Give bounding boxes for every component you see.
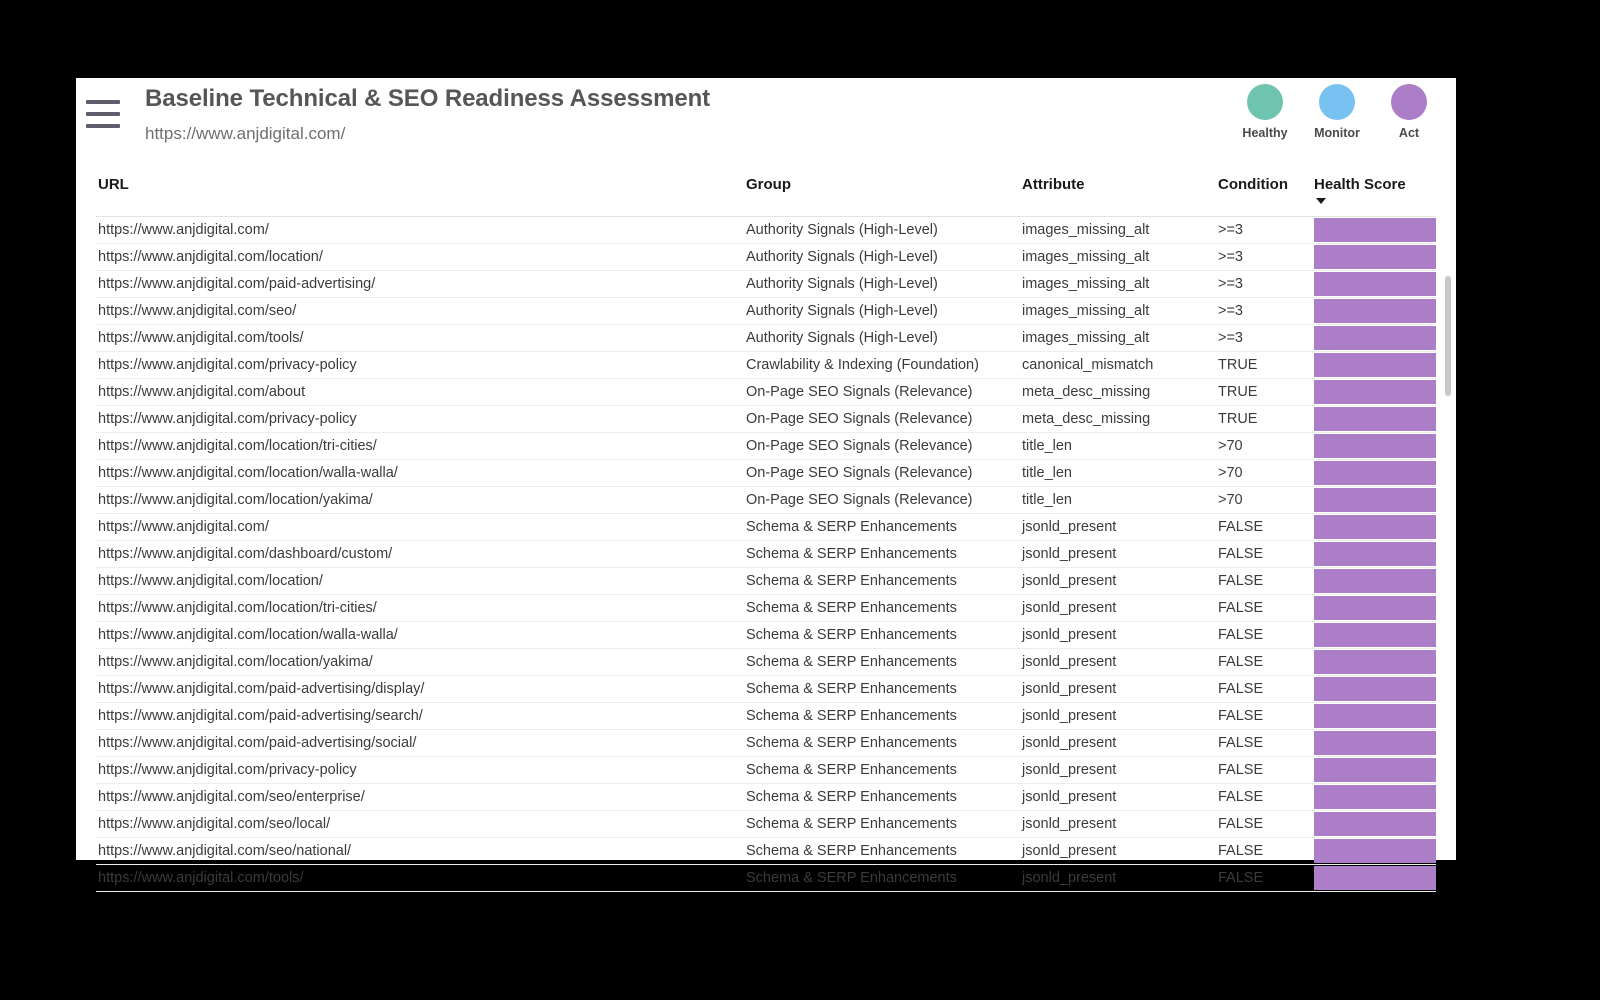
cell-url: https://www.anjdigital.com/location/walla-walla/ <box>96 621 746 648</box>
cell-url: https://www.anjdigital.com/seo/national/ <box>96 837 746 864</box>
health-score-bar <box>1314 542 1436 566</box>
health-score-bar <box>1314 785 1436 809</box>
table-row[interactable] <box>96 648 1436 675</box>
cell-attribute: jsonld_present <box>1022 567 1218 594</box>
cell-group: On-Page SEO Signals (Relevance) <box>746 432 1022 459</box>
cell-attribute: jsonld_present <box>1022 837 1218 864</box>
cell-url: https://www.anjdigital.com/privacy-policy <box>96 351 746 378</box>
table-row[interactable] <box>96 594 1436 621</box>
cell-health-score <box>1314 864 1436 891</box>
table-row[interactable] <box>96 621 1436 648</box>
cell-group: Schema & SERP Enhancements <box>746 864 1022 891</box>
cell-url: https://www.anjdigital.com/tools/ <box>96 324 746 351</box>
column-header-health-score-label: Health Score <box>1314 176 1406 193</box>
page-subtitle: https://www.anjdigital.com/ <box>145 124 346 143</box>
cell-group: Schema & SERP Enhancements <box>746 702 1022 729</box>
vertical-scrollbar-thumb[interactable] <box>1445 276 1451 396</box>
cell-url: https://www.anjdigital.com/location/ <box>96 243 746 270</box>
table-row[interactable] <box>96 675 1436 702</box>
health-score-bar <box>1314 704 1436 728</box>
table-body <box>96 216 1436 891</box>
cell-health-score <box>1314 216 1436 243</box>
health-score-bar <box>1314 758 1436 782</box>
legend-item-monitor[interactable] <box>1310 84 1364 140</box>
table-row[interactable] <box>96 486 1436 513</box>
cell-health-score <box>1314 324 1436 351</box>
cell-attribute: images_missing_alt <box>1022 216 1218 243</box>
table-row[interactable] <box>96 378 1436 405</box>
cell-group: On-Page SEO Signals (Relevance) <box>746 378 1022 405</box>
cell-health-score <box>1314 675 1436 702</box>
health-score-bar <box>1314 731 1436 755</box>
cell-health-score <box>1314 351 1436 378</box>
cell-condition: >70 <box>1218 432 1314 459</box>
column-header-attribute[interactable]: Attribute <box>1022 176 1218 216</box>
cell-group: On-Page SEO Signals (Relevance) <box>746 459 1022 486</box>
cell-attribute: meta_desc_missing <box>1022 405 1218 432</box>
cell-attribute: jsonld_present <box>1022 513 1218 540</box>
cell-url: https://www.anjdigital.com/ <box>96 216 746 243</box>
cell-url: https://www.anjdigital.com/ <box>96 513 746 540</box>
cell-url: https://www.anjdigital.com/paid-advertising/ <box>96 270 746 297</box>
cell-health-score <box>1314 837 1436 864</box>
health-score-bar <box>1314 650 1436 674</box>
table-row[interactable] <box>96 729 1436 756</box>
table-row[interactable] <box>96 756 1436 783</box>
table-row[interactable] <box>96 324 1436 351</box>
table-row[interactable] <box>96 243 1436 270</box>
cell-condition: FALSE <box>1218 675 1314 702</box>
cell-url: https://www.anjdigital.com/seo/ <box>96 297 746 324</box>
cell-group: Schema & SERP Enhancements <box>746 540 1022 567</box>
cell-group: Authority Signals (High-Level) <box>746 324 1022 351</box>
cell-url: https://www.anjdigital.com/privacy-policy <box>96 756 746 783</box>
cell-health-score <box>1314 594 1436 621</box>
cell-health-score <box>1314 378 1436 405</box>
cell-group: Schema & SERP Enhancements <box>746 513 1022 540</box>
table-row[interactable] <box>96 540 1436 567</box>
cell-health-score <box>1314 459 1436 486</box>
cell-attribute: title_len <box>1022 486 1218 513</box>
cell-attribute: jsonld_present <box>1022 729 1218 756</box>
cell-group: Schema & SERP Enhancements <box>746 837 1022 864</box>
cell-health-score <box>1314 648 1436 675</box>
cell-health-score <box>1314 702 1436 729</box>
cell-condition: FALSE <box>1218 648 1314 675</box>
cell-group: Schema & SERP Enhancements <box>746 810 1022 837</box>
cell-group: Authority Signals (High-Level) <box>746 243 1022 270</box>
table-row[interactable] <box>96 864 1436 891</box>
cell-url: https://www.anjdigital.com/seo/enterprise/ <box>96 783 746 810</box>
health-score-bar <box>1314 218 1436 242</box>
health-score-bar <box>1314 812 1436 836</box>
table-row[interactable] <box>96 432 1436 459</box>
cell-condition: TRUE <box>1218 351 1314 378</box>
cell-attribute: jsonld_present <box>1022 594 1218 621</box>
data-table <box>96 176 1436 892</box>
cell-attribute: jsonld_present <box>1022 702 1218 729</box>
table-row[interactable] <box>96 810 1436 837</box>
cell-condition: FALSE <box>1218 594 1314 621</box>
cell-group: Schema & SERP Enhancements <box>746 594 1022 621</box>
cell-group: Schema & SERP Enhancements <box>746 783 1022 810</box>
report-visual-card <box>76 78 1456 886</box>
table-header-row <box>96 176 1436 216</box>
cell-url: https://www.anjdigital.com/paid-advertising/social/ <box>96 729 746 756</box>
cell-attribute: jsonld_present <box>1022 810 1218 837</box>
cell-group: Schema & SERP Enhancements <box>746 756 1022 783</box>
cell-condition: FALSE <box>1218 702 1314 729</box>
data-table-scroll-region[interactable] <box>96 176 1436 886</box>
cell-group: Schema & SERP Enhancements <box>746 729 1022 756</box>
cell-attribute: jsonld_present <box>1022 783 1218 810</box>
cell-health-score <box>1314 567 1436 594</box>
cell-condition: FALSE <box>1218 621 1314 648</box>
cell-attribute: jsonld_present <box>1022 864 1218 891</box>
hamburger-bar <box>86 100 120 104</box>
cell-attribute: images_missing_alt <box>1022 297 1218 324</box>
health-score-bar <box>1314 245 1436 269</box>
cell-condition: >70 <box>1218 486 1314 513</box>
monitor-status-circle-icon <box>1319 84 1355 120</box>
sort-descending-arrow-icon[interactable] <box>1316 198 1326 204</box>
cell-condition: FALSE <box>1218 756 1314 783</box>
cell-condition: FALSE <box>1218 567 1314 594</box>
cell-condition: FALSE <box>1218 513 1314 540</box>
health-score-bar <box>1314 407 1436 431</box>
table-row[interactable] <box>96 297 1436 324</box>
cell-url: https://www.anjdigital.com/dashboard/custom/ <box>96 540 746 567</box>
cell-health-score <box>1314 729 1436 756</box>
cell-condition: >=3 <box>1218 324 1314 351</box>
hamburger-menu-icon[interactable] <box>86 100 120 128</box>
table-row[interactable] <box>96 783 1436 810</box>
cell-url: https://www.anjdigital.com/paid-advertising/search/ <box>96 702 746 729</box>
hamburger-bar <box>86 112 120 116</box>
cell-health-score <box>1314 243 1436 270</box>
cell-attribute: jsonld_present <box>1022 621 1218 648</box>
health-score-bar <box>1314 677 1436 701</box>
cell-group: Authority Signals (High-Level) <box>746 270 1022 297</box>
cell-condition: >70 <box>1218 459 1314 486</box>
cell-condition: FALSE <box>1218 540 1314 567</box>
health-score-bar <box>1314 488 1436 512</box>
cell-attribute: jsonld_present <box>1022 675 1218 702</box>
cell-condition: >=3 <box>1218 297 1314 324</box>
table-row[interactable] <box>96 702 1436 729</box>
column-header-url[interactable]: URL <box>96 176 746 216</box>
cell-condition: FALSE <box>1218 837 1314 864</box>
cell-condition: TRUE <box>1218 405 1314 432</box>
cell-health-score <box>1314 783 1436 810</box>
column-header-group[interactable]: Group <box>746 176 1022 216</box>
cell-url: https://www.anjdigital.com/privacy-policy <box>96 405 746 432</box>
cell-condition: FALSE <box>1218 864 1314 891</box>
cell-condition: FALSE <box>1218 783 1314 810</box>
cell-attribute: jsonld_present <box>1022 648 1218 675</box>
cell-health-score <box>1314 756 1436 783</box>
cell-group: Schema & SERP Enhancements <box>746 621 1022 648</box>
cell-group: Schema & SERP Enhancements <box>746 675 1022 702</box>
cell-group: Authority Signals (High-Level) <box>746 297 1022 324</box>
legend-item-healthy[interactable] <box>1238 84 1292 140</box>
hamburger-bar <box>86 124 120 128</box>
cell-health-score <box>1314 432 1436 459</box>
cell-group: Authority Signals (High-Level) <box>746 216 1022 243</box>
cell-health-score <box>1314 540 1436 567</box>
cell-attribute: images_missing_alt <box>1022 243 1218 270</box>
cell-health-score <box>1314 621 1436 648</box>
cell-group: Schema & SERP Enhancements <box>746 567 1022 594</box>
cell-url: https://www.anjdigital.com/seo/local/ <box>96 810 746 837</box>
cell-health-score <box>1314 405 1436 432</box>
table-header <box>96 176 1436 216</box>
table-row[interactable] <box>96 567 1436 594</box>
cell-url: https://www.anjdigital.com/paid-advertising/display/ <box>96 675 746 702</box>
legend-label: Monitor <box>1314 126 1360 140</box>
cell-url: https://www.anjdigital.com/location/yakima/ <box>96 486 746 513</box>
cell-health-score <box>1314 297 1436 324</box>
cell-condition: TRUE <box>1218 378 1314 405</box>
cell-attribute: title_len <box>1022 432 1218 459</box>
cell-url: https://www.anjdigital.com/location/walla-walla/ <box>96 459 746 486</box>
cell-condition: >=3 <box>1218 216 1314 243</box>
table-row[interactable] <box>96 405 1436 432</box>
health-score-bar <box>1314 623 1436 647</box>
health-score-bar <box>1314 353 1436 377</box>
column-header-condition[interactable]: Condition <box>1218 176 1314 216</box>
cell-condition: >=3 <box>1218 243 1314 270</box>
page-title: Baseline Technical & SEO Readiness Assessment <box>145 85 711 112</box>
cell-condition: >=3 <box>1218 270 1314 297</box>
cell-group: On-Page SEO Signals (Relevance) <box>746 405 1022 432</box>
cell-attribute: jsonld_present <box>1022 540 1218 567</box>
cell-attribute: canonical_mismatch <box>1022 351 1218 378</box>
healthy-status-circle-icon <box>1247 84 1283 120</box>
health-score-bar <box>1314 380 1436 404</box>
vertical-scrollbar-track[interactable] <box>1445 176 1454 860</box>
health-score-bar <box>1314 839 1436 863</box>
cell-url: https://www.anjdigital.com/location/ <box>96 567 746 594</box>
status-legend <box>1238 84 1436 140</box>
cell-url: https://www.anjdigital.com/location/tri-cities/ <box>96 594 746 621</box>
health-score-bar <box>1314 299 1436 323</box>
cell-attribute: jsonld_present <box>1022 756 1218 783</box>
health-score-bar <box>1314 434 1436 458</box>
legend-item-act[interactable] <box>1382 84 1436 140</box>
cell-health-score <box>1314 810 1436 837</box>
cell-group: Crawlability & Indexing (Foundation) <box>746 351 1022 378</box>
table-row[interactable] <box>96 513 1436 540</box>
health-score-bar <box>1314 596 1436 620</box>
health-score-bar <box>1314 569 1436 593</box>
cell-url: https://www.anjdigital.com/tools/ <box>96 864 746 891</box>
table-row[interactable] <box>96 837 1436 864</box>
cell-group: On-Page SEO Signals (Relevance) <box>746 486 1022 513</box>
cell-attribute: meta_desc_missing <box>1022 378 1218 405</box>
health-score-bar <box>1314 515 1436 539</box>
health-score-bar <box>1314 866 1436 890</box>
cell-health-score <box>1314 513 1436 540</box>
legend-label: Healthy <box>1242 126 1288 140</box>
cell-health-score <box>1314 486 1436 513</box>
legend-label: Act <box>1398 126 1420 140</box>
cell-url: https://www.anjdigital.com/location/yakima/ <box>96 648 746 675</box>
act-status-circle-icon <box>1391 84 1427 120</box>
cell-condition: FALSE <box>1218 810 1314 837</box>
title-block <box>145 84 710 146</box>
health-score-bar <box>1314 326 1436 350</box>
cell-attribute: title_len <box>1022 459 1218 486</box>
cell-health-score <box>1314 270 1436 297</box>
health-score-bar <box>1314 272 1436 296</box>
table-row[interactable] <box>96 270 1436 297</box>
table-row[interactable] <box>96 351 1436 378</box>
cell-condition: FALSE <box>1218 729 1314 756</box>
table-row[interactable] <box>96 216 1436 243</box>
visual-header <box>76 78 1456 176</box>
cell-attribute: images_missing_alt <box>1022 270 1218 297</box>
cell-url: https://www.anjdigital.com/about <box>96 378 746 405</box>
column-header-health-score[interactable] <box>1314 176 1436 216</box>
table-row[interactable] <box>96 459 1436 486</box>
cell-group: Schema & SERP Enhancements <box>746 648 1022 675</box>
cell-attribute: images_missing_alt <box>1022 324 1218 351</box>
health-score-bar <box>1314 461 1436 485</box>
cell-url: https://www.anjdigital.com/location/tri-cities/ <box>96 432 746 459</box>
